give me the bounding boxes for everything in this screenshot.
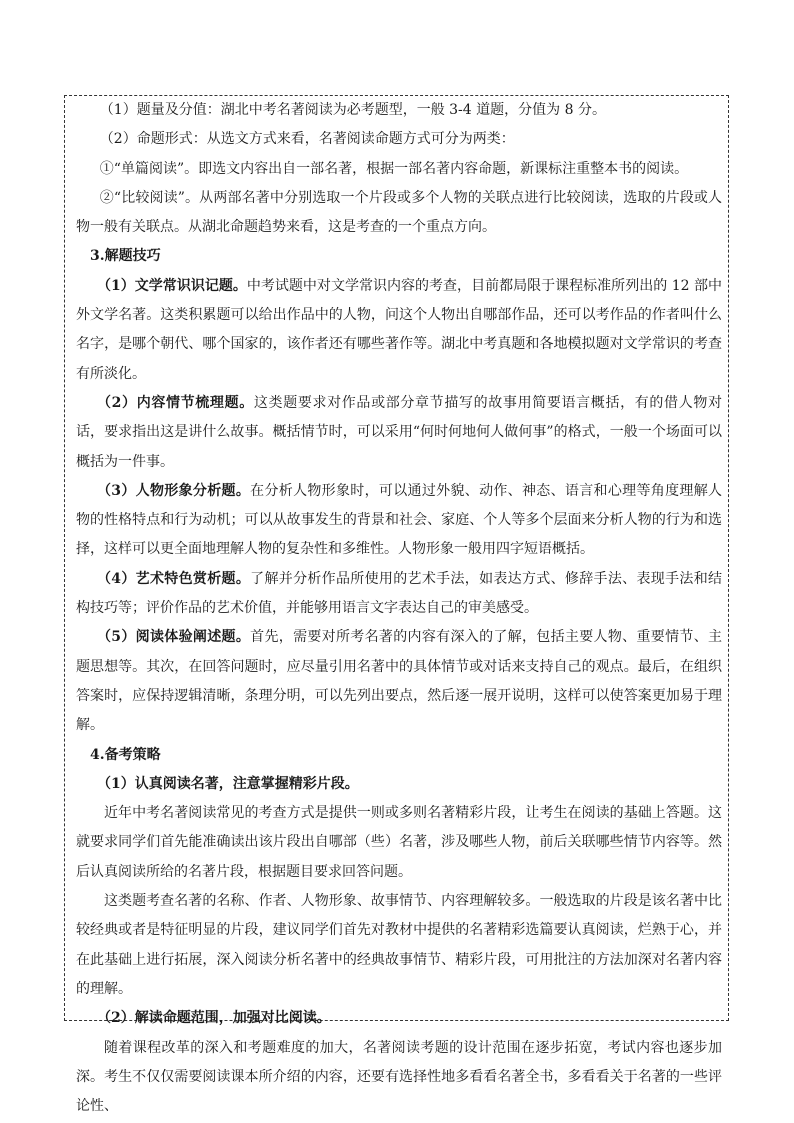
paragraph-form: （2）命题形式：从选文方式来看，名著阅读命题方式可分为两类： (99, 131, 515, 148)
technique-3-body: 在分析人物形象时，可以通过外貌、动作、神态、语言和心理等角度理解人物的性格特点和行为动机；可以从故事发生的背景和社会、家庭、个人等多个层面来分析人物的行为和选择，这样可以更全面地理解人物的复杂性和多维性。人物形象一般用四字短语概括。 (76, 482, 722, 558)
technique-5 (76, 623, 722, 740)
strategy-2-paragraph-1: 随着课程改革的深入和考题难度的加大，名著阅读考题的设计范围在逐步拓宽，考试内容也逐步加深。考生不仅仅需要阅读课本所介绍的内容，还要有选择性地多看看名著全书，多看看关于名著的一些评论性、 (76, 1039, 722, 1115)
technique-1-body: 中考试题中对文学常识内容的考查，目前都局限于课程标准所列出的 12 部中外文学名著。这类积累题可以给出作品中的人物，问这个人物出自哪部作品，还可以考作品的作者叫什么名字，是哪个朝代、哪个国家的，该作者还有哪些著作等。湖北中考真题和各地模拟题对文学常识的考查有所淡化。 (76, 277, 722, 382)
technique-2-body: 这类题要求对作品或部分章节描写的故事用简要语言概括，有的借人物对话，要求指出这是讲什么故事。概括情节时，可以采用“何时何地何人做何事”的格式，一般一个场面可以概括为一件事。 (76, 394, 723, 470)
technique-4-body: 了解并分析作品所使用的艺术手法，如表达方式、修辞手法、表现手法和结构技巧等；评价作品的艺术价值，并能够用语言文字表达自己的审美感受。 (76, 570, 722, 617)
technique-1 (76, 272, 722, 389)
technique-2 (76, 389, 722, 477)
section-heading-techniques: 3.解题技巧 (90, 248, 161, 265)
technique-3 (76, 477, 722, 565)
strategy-1-paragraph-2: 这类题考查名著的名称、作者、人物形象、故事情节、内容理解较多。一般选取的片段是该名著中比较经典或者是特征明显的片段，建议同学们首先对教材中提供的名著精彩选篇要认真阅读，烂熟于心，并在此基础上进行拓展，深入阅读分析名著中的经典故事情节、精彩片段，可用批注的方法加深对名著内容的理解。 (76, 893, 722, 997)
strategy-1-title: （1）认真阅读名著，注意掌握精彩片段。 (97, 775, 359, 792)
document-body (76, 96, 722, 1121)
section-heading-strategy: 4.备考策略 (90, 746, 161, 763)
technique-5-body: 首先，需要对所考名著的内容有深入的了解，包括主要人物、重要情节、主题思想等。其次，在回答问题时，应尽量引用名著中的具体情节或对话来支持自己的观点。最后，在组织答案时，应保持逻辑清晰，条理分明，可以先列出要点，然后逐一展开说明，这样可以使答案更加易于理解。 (76, 629, 722, 734)
technique-2-title: （2）内容情节梳理题。 (97, 394, 254, 411)
technique-5-title: （5）阅读体验阐述题。 (97, 629, 251, 646)
strategy-1-paragraph-1: 近年中考名著阅读常见的考查方式是提供一则或多则名著精彩片段，让考生在阅读的基础上答题。这就要求同学们首先能准确读出该片段出自哪部（些）名著，涉及哪些人物，前后关联哪些情节内容等。然后认真阅读所给的名著片段，根据题目要求回答问题。 (76, 805, 722, 880)
technique-3-title: （3）人物形象分析题。 (97, 482, 251, 499)
paragraph-compare-reading: ②“比较阅读”。从两部名著中分别选取一个片段或多个人物的关联点进行比较阅读，选取的片段或人物一般有关联点。从湖北命题趋势来看，这是考查的一个重点方向。 (76, 189, 722, 236)
technique-1-title: （1）文学常识识记题。 (97, 277, 247, 294)
paragraph-single-reading: ①“单篇阅读”。即选文内容出自一部名著，根据一部名著内容命题，新课标注重整本书的阅读。 (99, 160, 689, 177)
technique-4 (76, 565, 722, 624)
strategy-2-title: （2）解读命题范围，加强对比阅读。 (97, 1010, 331, 1027)
paragraph-score: （1）题量及分值：湖北中考名著阅读为必考题型，一般 3-4 道题，分值为 8 分。 (99, 102, 606, 118)
technique-4-title: （4）艺术特色赏析题。 (97, 570, 251, 587)
